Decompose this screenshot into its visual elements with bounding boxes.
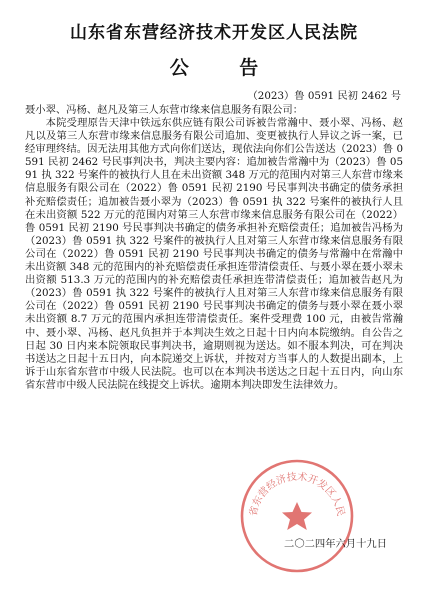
recipients: 聂小翠、冯杨、赵凡及第三人东营市缘来信息服务有限公司： — [25, 104, 304, 116]
seal-text: 省东营经济技术开发区人民 — [248, 471, 346, 518]
notice-date: 二〇二四年六月十九日 — [284, 538, 387, 550]
judgment-body: 本院受理原告天津中铁远东供应链有限公司诉被告常瀚中、聂小翠、冯杨、赵凡以及第三人东营市缘来信息服务有限公司追加、变更被执行人异议之诉一案，已经审理终结。因无法用其他方式向你们送达，现依法向你们公告送达（2023）鲁 0591 民初 2462 号民事判决书，判决主要内容：追加被告常瀚中为（2023）鲁 0591 执 322 号案件的被执行人且在未出资额 348 万元的范围内对第三人东营市缘来信息服务有限公司在（2022）鲁 0591 民初 2190 号民事判决书确定的债务承担补充赔偿责任；追加被告聂小翠为（2023）鲁 0591 执 322 号案件的被执行人且在未出资额 522 万元的范围内对第三人东营市缘来信息服务有限公司在（2022）鲁 0591 民初 2190 号民事判决书确定的债务承担补充赔偿责任；追加被告冯杨为（2023）鲁 0591 执 322 号案件的被执行人且对第三人东营市缘来信息服务有限公司在（2022）鲁 0591 民初 2190 号民事判决书确定的债务与常瀚中在常瀚中未出资额 348 元的范围内的补充赔偿责任承担连带清偿责任、与聂小翠在聂小翠未出资额 513.3 万元的范围内的补充赔偿责任承担连带清偿责任；追加被告赵凡为（2023）鲁 0591 执 322 号案件的被执行人且对第三人东营市缘来信息服务有限公司在（2022）鲁 0591 民初 2190 号民事判决书确定的债务与聂小翠在聂小翠未出资额 8.7 万元的范围内承担连带清偿责任。案件受理费 100 元，由被告常瀚中、聂小翠、冯杨、赵凡负担并于本判决生效之日起十日内向本院缴纳。自公告之日起 30 日内来本院领取民事判决书，逾期则视为送达。如不服本判决，可在判决书送达之日起十五日内，向本院递交上诉状，并按对方当事人的人数提出副本，上诉于山东省东营市中级人民法院。也可以在本判决书送达之日起十五日内，向山东省东营市中级人民法院在线提交上诉状。逾期本判决即发生法律效力。 — [25, 117, 403, 391]
notice-title: 公 告 — [169, 57, 281, 79]
svg-text:山东省东营经济技术开发区人民法院 — [238, 457, 347, 517]
court-seal-graphic — [238, 457, 356, 575]
court-name: 山东省东营经济技术开发区人民法院 — [70, 23, 358, 43]
court-seal — [238, 457, 356, 575]
case-number: （2023）鲁 0591 民初 2462 号 — [247, 90, 401, 102]
